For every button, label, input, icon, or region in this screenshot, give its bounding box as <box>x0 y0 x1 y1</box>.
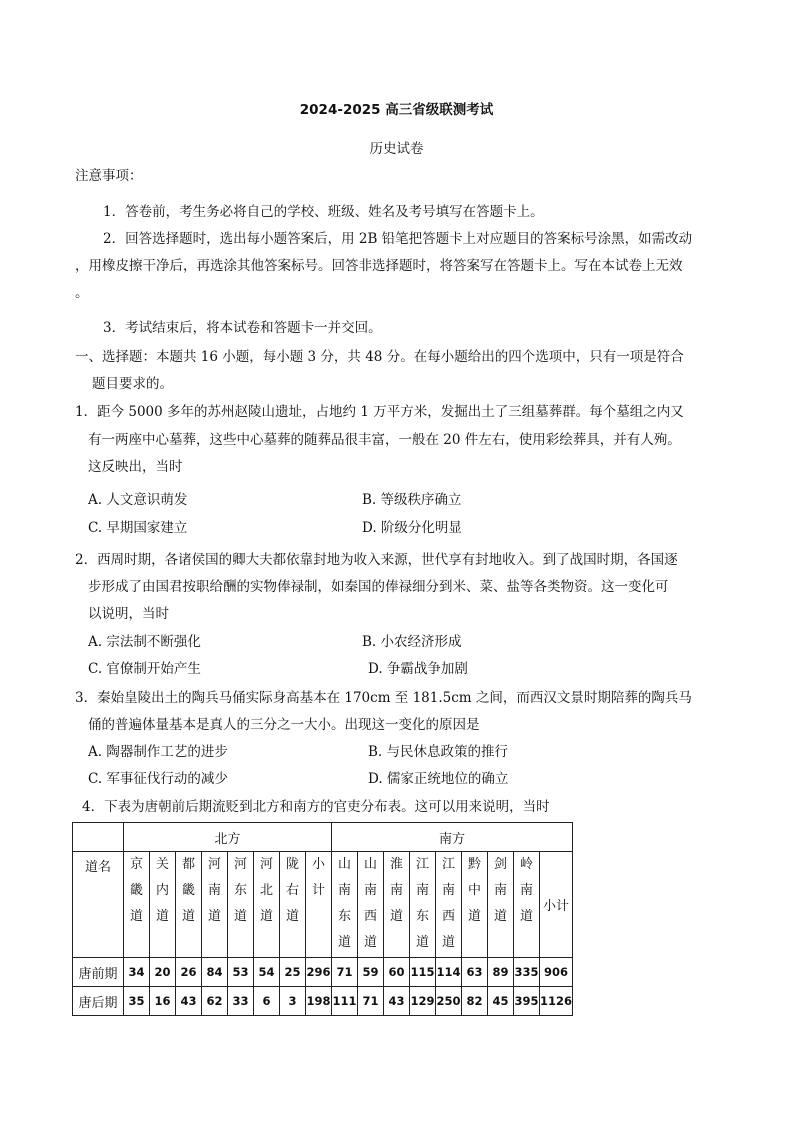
table-cell: 63 <box>462 958 488 987</box>
table-cell: 54 <box>254 958 280 987</box>
col-char: 南 <box>337 883 351 898</box>
col-char: 西 <box>441 909 455 924</box>
col-label <box>254 852 279 930</box>
col-char: 南 <box>519 883 533 898</box>
col-char: 道 <box>441 935 455 950</box>
table-cell: 26 <box>176 958 202 987</box>
q2-option-c: C. 官僚制开始产生 <box>88 661 201 677</box>
table-cell: 335 <box>514 958 540 987</box>
col-char: 黔 <box>467 857 481 872</box>
col-char: 道 <box>337 935 351 950</box>
col-char: 东 <box>415 909 429 924</box>
south-col-header <box>358 852 384 958</box>
q3-option-b: B. 与民休息政策的推行 <box>368 744 509 760</box>
north-header: 北方 <box>124 823 332 852</box>
q3-option-d: D. 儒家正统地位的确立 <box>368 771 509 787</box>
q2-stem-line-3: 以说明，当时 <box>88 606 169 622</box>
col-char: 河 <box>207 857 221 872</box>
q1-option-b: B. 等级秩序确立 <box>362 492 462 508</box>
table-cell: 34 <box>124 958 150 987</box>
table-row <box>73 958 573 987</box>
table-cell: 33 <box>228 987 254 1016</box>
col-char: 西 <box>363 909 377 924</box>
north-col-header <box>254 852 280 958</box>
north-col-header <box>124 852 150 958</box>
q1-stem-line-2: 有一两座中心墓葬，这些中心墓葬的随葬品很丰富，一般在 20 件左右，使用彩绘葬具，并有人殉。 <box>88 432 681 448</box>
col-label <box>202 852 227 930</box>
table-cell: 62 <box>202 987 228 1016</box>
north-col-header <box>176 852 202 958</box>
q3-stem-line-2: 俑的普遍体量基本是真人的三分之一大小。出现这一变化的原因是 <box>88 717 480 733</box>
table-cell: 60 <box>384 958 410 987</box>
col-char: 内 <box>155 883 169 898</box>
col-char: 北 <box>259 883 273 898</box>
col-char: 江 <box>415 857 429 872</box>
q3-option-c: C. 军事征伐行动的减少 <box>88 771 228 787</box>
col-char: 计 <box>311 883 325 898</box>
north-col-header <box>150 852 176 958</box>
col-char: 道 <box>233 909 247 924</box>
table-cell: 198 <box>306 987 332 1016</box>
col-char: 道 <box>493 909 507 924</box>
col-char: 小 <box>311 857 325 872</box>
q2-option-b: B. 小农经济形成 <box>362 634 462 650</box>
col-label <box>384 852 409 930</box>
north-col-header <box>202 852 228 958</box>
col-char: 道 <box>467 909 481 924</box>
exam-title: 2024-2025 高三省级联测考试 <box>299 102 494 118</box>
col-char: 畿 <box>181 883 195 898</box>
col-label <box>332 852 357 956</box>
south-header: 南方 <box>332 823 573 852</box>
col-label <box>228 852 253 930</box>
q3-option-a: A. 陶器制作工艺的进步 <box>88 744 228 760</box>
notice-item-1: 1．答卷前，考生务必将自己的学校、班级、姓名及考号填写在答题卡上。 <box>103 204 544 220</box>
col-char: 道 <box>389 909 403 924</box>
col-char: 南 <box>415 883 429 898</box>
table-cell: 82 <box>462 987 488 1016</box>
table-cell: 114 <box>436 958 462 987</box>
col-char: 道 <box>181 909 195 924</box>
col-char: 京 <box>129 857 143 872</box>
col-char: 右 <box>285 883 299 898</box>
col-char: 南 <box>493 883 507 898</box>
notice-item-2-line-1: 2．回答选择题时，选出每小题答案后，用 2B 铅笔把答题卡上对应题目的答案标号涂黑，如需改动 <box>103 231 693 247</box>
table-cell: 53 <box>228 958 254 987</box>
col-char: 道 <box>363 935 377 950</box>
row-label: 唐后期 <box>73 987 124 1016</box>
col-char: 道 <box>259 909 273 924</box>
table-cell: 906 <box>540 958 573 987</box>
notice-heading: 注意事项： <box>75 168 143 184</box>
col-char: 东 <box>337 909 351 924</box>
col-char: 剑 <box>493 857 507 872</box>
notice-item-2-line-2: ，用橡皮擦干净后，再选涂其他答案标号。回答非选择题时，将答案写在答题卡上。写在本试卷上无效 <box>75 258 683 274</box>
col-char: 道 <box>129 909 143 924</box>
q1-option-a: A. 人文意识萌发 <box>88 492 188 508</box>
table-cell: 25 <box>280 958 306 987</box>
col-char: 中 <box>467 883 481 898</box>
q3-stem-line-1: 3．秦始皇陵出土的陶兵马俑实际身高基本在 170cm 至 181.5cm 之间，而西汉文景时期陪葬的陶兵马 <box>75 690 692 706</box>
south-col-header <box>436 852 462 958</box>
table-cell: 43 <box>176 987 202 1016</box>
table-corner-cell <box>73 823 124 852</box>
table-cell: 43 <box>384 987 410 1016</box>
col-label <box>436 852 461 956</box>
table-cell: 129 <box>410 987 436 1016</box>
col-label <box>410 852 435 956</box>
notice-item-3: 3．考试结束后，将本试卷和答题卡一并交回。 <box>103 320 382 336</box>
q1-stem-line-3: 这反映出，当时 <box>88 459 183 475</box>
north-subtotal-header <box>306 852 332 958</box>
subject-title: 历史试卷 <box>369 141 424 157</box>
table-cell: 20 <box>150 958 176 987</box>
col-char: 道 <box>519 909 533 924</box>
col-char: 南 <box>207 883 221 898</box>
col-char: 江 <box>441 857 455 872</box>
table-cell: 45 <box>488 987 514 1016</box>
official-distribution-table <box>72 822 573 1016</box>
q1-stem-line-1: 1．距今 5000 多年的苏州赵陵山遗址，占地约 1 万平方米，发掘出土了三组墓葬群。每个墓组之内又 <box>75 404 684 420</box>
col-char: 道 <box>415 935 429 950</box>
col-char: 道 <box>155 909 169 924</box>
south-col-header <box>410 852 436 958</box>
section-instruction-line-1: 一、选择题：本题共 16 小题，每小题 3 分，共 48 分。在每小题给出的四个选项中，只有一项是符合 <box>75 349 684 365</box>
q1-option-d: D. 阶级分化明显 <box>362 520 462 536</box>
table-cell: 115 <box>410 958 436 987</box>
col-char: 东 <box>233 883 247 898</box>
table-cell: 1126 <box>540 987 573 1016</box>
col-label <box>306 852 331 904</box>
table-cell: 296 <box>306 958 332 987</box>
col-char: 都 <box>181 857 195 872</box>
q2-stem-line-2: 步形成了由国君按职给酬的实物俸禄制，如秦国的俸禄细分到米、菜、盐等各类物资。这一变化可 <box>88 579 669 595</box>
south-col-header <box>384 852 410 958</box>
col-label <box>176 852 201 930</box>
col-label <box>280 852 305 930</box>
table-cell: 35 <box>124 987 150 1016</box>
q1-option-c: C. 早期国家建立 <box>88 520 188 536</box>
north-col-header <box>228 852 254 958</box>
table-cell: 89 <box>488 958 514 987</box>
south-col-header <box>488 852 514 958</box>
table-cell: 3 <box>280 987 306 1016</box>
q2-stem-line-1: 2．西周时期，各诸侯国的卿大夫都依靠封地为收入来源，世代享有封地收入。到了战国时期，各国逐 <box>75 552 678 568</box>
table-cell: 71 <box>332 958 358 987</box>
notice-item-2-line-3: 。 <box>75 285 89 301</box>
table-cell: 84 <box>202 958 228 987</box>
col-char: 河 <box>233 857 247 872</box>
table-cell: 16 <box>150 987 176 1016</box>
col-char: 道 <box>207 909 221 924</box>
north-col-header <box>280 852 306 958</box>
table-cell: 71 <box>358 987 384 1016</box>
col-label <box>462 852 487 930</box>
col-char: 畿 <box>129 883 143 898</box>
col-char: 南 <box>441 883 455 898</box>
col-label <box>150 852 175 930</box>
col-char: 南 <box>363 883 377 898</box>
south-col-header <box>332 852 358 958</box>
route-name-label: 道名 <box>73 852 124 958</box>
col-char: 岭 <box>519 857 533 872</box>
col-label <box>488 852 513 930</box>
south-subtotal-header: 小计 <box>540 852 573 958</box>
south-col-header <box>462 852 488 958</box>
south-col-header <box>514 852 540 958</box>
q4-stem: 4．下表为唐朝前后期流贬到北方和南方的官吏分布表。这可以用来说明，当时 <box>82 799 550 815</box>
table-cell: 111 <box>332 987 358 1016</box>
row-label: 唐前期 <box>73 958 124 987</box>
col-char: 关 <box>155 857 169 872</box>
table-cell: 6 <box>254 987 280 1016</box>
col-label <box>358 852 383 956</box>
col-label <box>514 852 539 930</box>
col-char: 陇 <box>285 857 299 872</box>
col-char: 山 <box>363 857 377 872</box>
table-cell: 250 <box>436 987 462 1016</box>
table-cell: 59 <box>358 958 384 987</box>
col-char: 河 <box>259 857 273 872</box>
table-row <box>73 987 573 1016</box>
col-char: 淮 <box>389 857 403 872</box>
col-label <box>124 852 149 930</box>
col-char: 南 <box>389 883 403 898</box>
section-instruction-line-2: 题目要求的。 <box>92 376 173 392</box>
col-char: 道 <box>285 909 299 924</box>
col-char: 山 <box>337 857 351 872</box>
table-cell: 395 <box>514 987 540 1016</box>
q2-option-d: D. 争霸战争加剧 <box>368 661 468 677</box>
q2-option-a: A. 宗法制不断强化 <box>88 634 201 650</box>
